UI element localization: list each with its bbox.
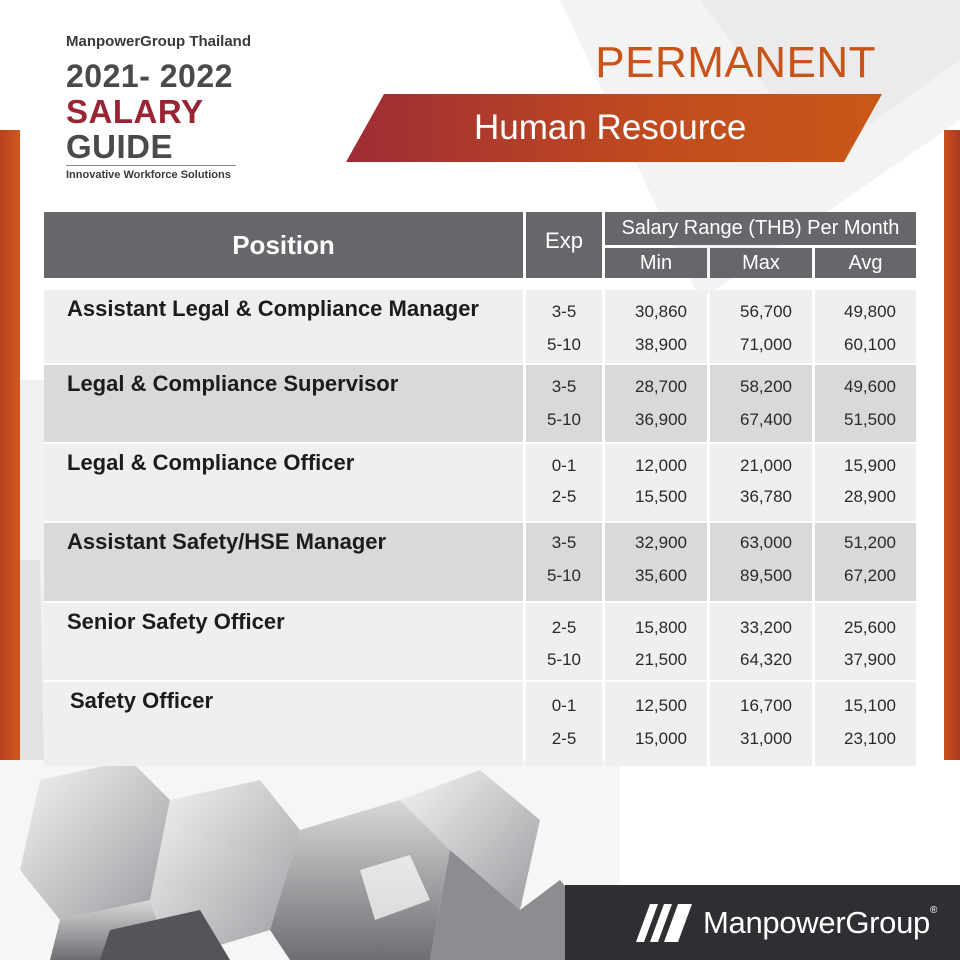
header-exp: Exp [526, 212, 602, 278]
brand-divider [66, 165, 236, 166]
exp-value: 5-10 [546, 566, 582, 585]
avg-cell [815, 682, 916, 766]
right-accent-bar [944, 130, 960, 760]
avg-cell [815, 365, 916, 442]
footer-brand-name [703, 905, 937, 941]
table-row [44, 444, 916, 521]
max-cell [710, 682, 812, 766]
max-cell [710, 523, 812, 601]
avg-cell [815, 290, 916, 363]
employment-type-title: PERMANENT [595, 38, 876, 87]
position-cell [44, 365, 523, 442]
min-cell [605, 365, 707, 442]
table-row [44, 523, 916, 601]
exp-value: 5-10 [546, 410, 582, 429]
position-cell [44, 444, 523, 521]
min-value: 30,860 [635, 302, 687, 321]
avg-value: 28,900 [844, 487, 896, 506]
min-value: 12,500 [635, 696, 687, 715]
exp-cell [526, 444, 602, 521]
position-name: Assistant Legal & Compliance Manager [67, 296, 479, 321]
guide-word: GUIDE [66, 128, 174, 165]
exp-value: 5-10 [546, 650, 582, 669]
exp-value: 2-5 [551, 729, 577, 748]
position-name: Senior Safety Officer [67, 609, 285, 634]
min-value: 12,000 [635, 456, 687, 475]
avg-value: 67,200 [844, 566, 896, 585]
min-cell [605, 444, 707, 521]
category-title: Human Resource [474, 108, 747, 147]
min-value: 15,500 [635, 487, 687, 506]
avg-value: 51,500 [844, 410, 896, 429]
brand-tagline: Innovative Workforce Solutions [66, 169, 231, 181]
left-accent-bar [0, 130, 20, 760]
max-value: 21,000 [740, 456, 792, 475]
avg-cell [815, 603, 916, 680]
min-cell [605, 290, 707, 363]
manpowergroup-logo-icon [632, 898, 694, 946]
max-cell [710, 365, 812, 442]
exp-value: 3-5 [551, 533, 577, 552]
position-name: Legal & Compliance Supervisor [67, 371, 399, 396]
max-cell [710, 290, 812, 363]
min-cell [605, 603, 707, 680]
exp-value: 0-1 [551, 456, 577, 475]
exp-value: 2-5 [551, 618, 577, 637]
exp-value: 2-5 [551, 487, 577, 506]
min-value: 38,900 [635, 335, 687, 354]
max-cell [710, 444, 812, 521]
max-value: 63,000 [740, 533, 792, 552]
header-salary-range: Salary Range (THB) Per Month [605, 212, 916, 245]
position-name: Legal & Compliance Officer [67, 450, 355, 475]
header-avg: Avg [815, 248, 916, 278]
position-cell [44, 682, 523, 766]
min-value: 28,700 [635, 377, 687, 396]
header-max: Max [710, 248, 812, 278]
min-cell [605, 682, 707, 766]
min-value: 36,900 [635, 410, 687, 429]
decorative-cubes-image [0, 760, 620, 960]
position-name: Assistant Safety/HSE Manager [67, 529, 387, 554]
min-value: 15,000 [635, 729, 687, 748]
exp-cell [526, 290, 602, 363]
exp-value: 0-1 [551, 696, 577, 715]
exp-value: 5-10 [546, 335, 582, 354]
header-min: Min [605, 248, 707, 278]
min-value: 32,900 [635, 533, 687, 552]
max-value: 58,200 [740, 377, 792, 396]
position-cell [44, 523, 523, 601]
exp-value: 3-5 [551, 302, 577, 321]
table-row [44, 682, 916, 766]
table-row [44, 603, 916, 680]
max-value: 64,320 [740, 650, 792, 669]
guide-salary-word: SALARY [66, 93, 204, 130]
table-row [44, 290, 916, 363]
avg-value: 15,900 [844, 456, 896, 475]
avg-value: 49,800 [844, 302, 896, 321]
avg-value: 51,200 [844, 533, 896, 552]
avg-cell [815, 523, 916, 601]
max-value: 31,000 [740, 729, 792, 748]
min-cell [605, 523, 707, 601]
avg-value: 25,600 [844, 618, 896, 637]
brand-company: ManpowerGroup Thailand [66, 33, 252, 50]
avg-value: 49,600 [844, 377, 896, 396]
max-value: 36,780 [740, 487, 792, 506]
max-value: 71,000 [740, 335, 792, 354]
min-value: 15,800 [635, 618, 687, 637]
max-value: 56,700 [740, 302, 792, 321]
position-cell [44, 290, 523, 363]
avg-value: 23,100 [844, 729, 896, 748]
header-position: Position [44, 212, 523, 278]
max-value: 67,400 [740, 410, 792, 429]
avg-value: 15,100 [844, 696, 896, 715]
position-cell [44, 603, 523, 680]
min-value: 21,500 [635, 650, 687, 669]
exp-cell [526, 365, 602, 442]
registered-mark: ® [930, 905, 938, 916]
max-cell [710, 603, 812, 680]
exp-cell [526, 682, 602, 766]
avg-value: 60,100 [844, 335, 896, 354]
avg-cell [815, 444, 916, 521]
guide-years: 2021- 2022 [66, 58, 233, 94]
exp-value: 3-5 [551, 377, 577, 396]
position-name: Safety Officer [70, 688, 214, 713]
max-value: 89,500 [740, 566, 792, 585]
avg-value: 37,900 [844, 650, 896, 669]
min-value: 35,600 [635, 566, 687, 585]
max-value: 33,200 [740, 618, 792, 637]
footer-brand-text: ManpowerGroup [703, 905, 930, 940]
exp-cell [526, 603, 602, 680]
table-row [44, 365, 916, 442]
max-value: 16,700 [740, 696, 792, 715]
exp-cell [526, 523, 602, 601]
